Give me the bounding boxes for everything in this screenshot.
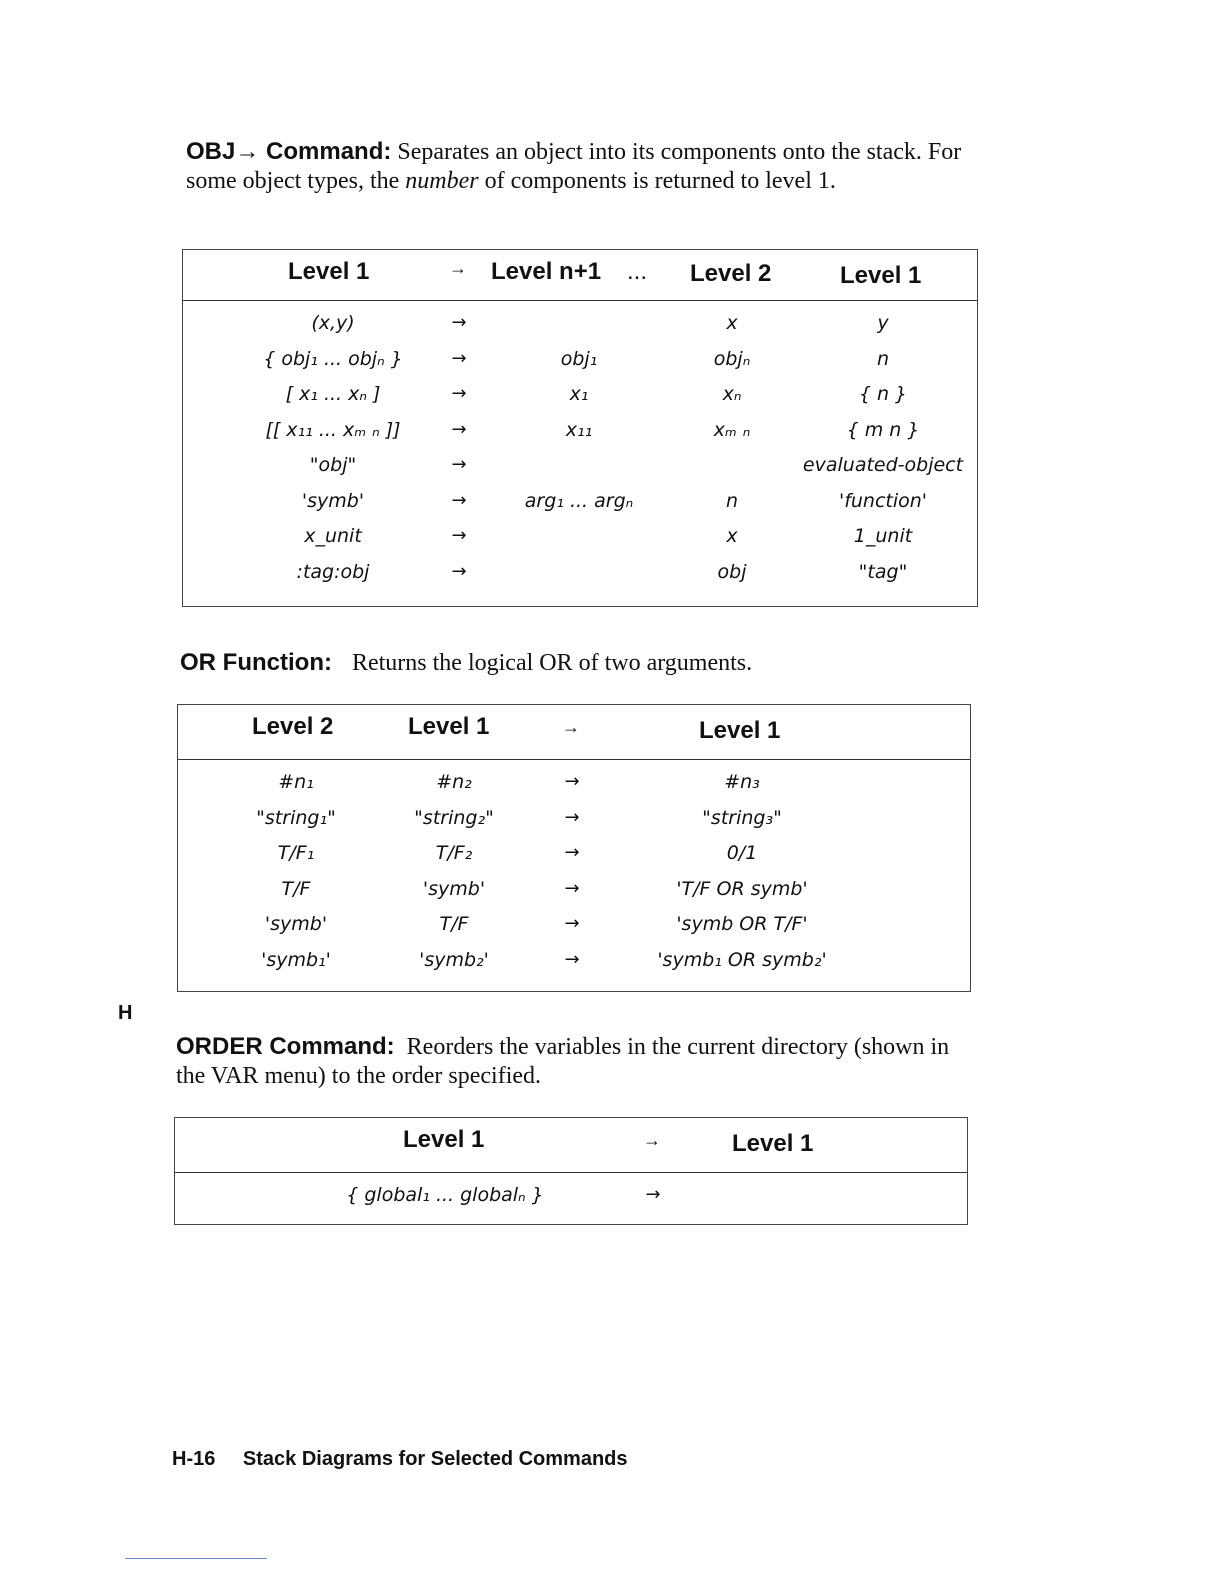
order-stack-table <box>174 1117 968 1225</box>
or-a-cell: "string₁" <box>256 806 336 829</box>
or-function-description <box>180 648 970 678</box>
obj-in-cell: (x,y) <box>311 312 355 334</box>
or-arrow-cell: → <box>564 806 580 828</box>
obj-ln1-cell: obj₁ <box>560 347 598 370</box>
or-r-cell: "string₃" <box>702 806 782 829</box>
obj-ln1-cell: arg₁ ... argₙ <box>524 489 634 512</box>
obj-arrow-cell: → <box>451 525 467 546</box>
obj-stack-table <box>182 249 978 607</box>
obj-l1-cell: n <box>876 347 890 370</box>
or-arrow-cell: → <box>564 913 580 934</box>
or-arrow-cell: → <box>564 948 580 970</box>
or-b-cell: 'symb' <box>422 877 486 900</box>
order-desc-text: Reorders the variables in the current directory (shown in the VAR menu) to the order specified. <box>176 1034 950 1089</box>
order-command-description <box>176 1032 966 1091</box>
obj-in-cell: "obj" <box>309 454 357 476</box>
or-r-cell: 'symb₁ OR symb₂' <box>657 948 827 971</box>
obj-l2-cell: obj <box>717 560 747 583</box>
or-b-cell: T/F₂ <box>435 842 473 864</box>
obj-l2-cell: xₙ <box>722 383 742 405</box>
or-header-arrow: → <box>562 717 580 737</box>
or-b-cell: "string₂" <box>414 806 494 829</box>
obj-arrow-cell: → <box>451 418 467 440</box>
or-a-cell: 'symb₁' <box>261 948 331 971</box>
order-command-section <box>176 1032 966 1091</box>
or-function-title: OR Function: <box>180 649 332 676</box>
obj-l1-cell: 'function' <box>838 489 928 512</box>
or-stack-table <box>177 704 971 992</box>
obj-header-level1-in: Level 1 <box>288 258 370 285</box>
obj-command-description <box>186 137 976 196</box>
obj-l2-cell: x <box>726 525 738 547</box>
or-desc-text: Returns the logical OR of two arguments. <box>351 650 753 676</box>
obj-in-cell: 'symb' <box>301 489 365 512</box>
obj-arrow-cell: → <box>451 454 467 475</box>
bottom-rule <box>125 1558 267 1559</box>
obj-arrow-cell: → <box>451 383 467 404</box>
obj-arrow-cell: → <box>451 560 467 582</box>
obj-in-cell: [ x₁ ... xₙ ] <box>285 383 381 405</box>
obj-header-level-n1: Level n+1 <box>491 258 602 285</box>
section-tab-marker: H <box>118 1002 133 1024</box>
page-footer <box>172 1448 628 1471</box>
order-header-level1-in: Level 1 <box>403 1126 485 1153</box>
obj-command-title: OBJ→ Command: <box>186 138 392 165</box>
or-header-level1-in: Level 1 <box>408 713 490 740</box>
obj-ln1-cell: x₁₁ <box>565 418 593 441</box>
or-a-cell: T/F₁ <box>277 842 315 864</box>
obj-l2-cell: xₘ ₙ <box>713 418 751 441</box>
obj-desc-part-a: Separates an object into its components onto the stack. For some object types, the <box>186 139 962 194</box>
or-b-cell: #n₂ <box>436 771 472 793</box>
or-r-cell: 'symb OR T/F' <box>676 913 808 935</box>
order-header-level1-out: Level 1 <box>732 1130 814 1157</box>
obj-arrow-cell: → <box>451 312 467 333</box>
order-arrow-cell: → <box>645 1184 661 1205</box>
obj-l1-cell: { n } <box>858 383 908 405</box>
obj-header-arrow: → <box>449 258 467 278</box>
obj-in-cell: :tag:obj <box>296 560 370 583</box>
or-table-header <box>178 705 970 760</box>
obj-header-ellipsis: ... <box>627 258 648 285</box>
obj-l1-cell: y <box>877 312 889 334</box>
obj-table-header <box>183 250 977 301</box>
obj-l1-cell: { m n } <box>846 418 920 441</box>
obj-l2-cell: n <box>725 489 739 512</box>
footer-title: Stack Diagrams for Selected Commands <box>242 1448 628 1470</box>
or-function-section <box>180 648 970 678</box>
obj-desc-emphasis: number <box>405 168 479 194</box>
or-r-cell: 'T/F OR symb' <box>676 877 808 900</box>
obj-header-level2: Level 2 <box>690 260 772 287</box>
or-arrow-cell: → <box>564 771 580 792</box>
or-a-cell: 'symb' <box>264 913 328 935</box>
or-b-cell: T/F <box>439 913 469 935</box>
or-header-level2: Level 2 <box>252 713 334 740</box>
obj-command-section <box>186 137 976 196</box>
obj-in-cell: [[ x₁₁ ... xₘ ₙ ]] <box>265 418 401 441</box>
obj-arrow-cell: → <box>451 489 467 511</box>
obj-header-level1-out: Level 1 <box>840 262 922 289</box>
or-r-cell: #n₃ <box>724 771 760 793</box>
order-command-title: ORDER Command: <box>176 1033 395 1060</box>
or-arrow-cell: → <box>564 877 580 899</box>
obj-desc-part-b: of components is returned to level 1. <box>484 168 836 194</box>
obj-l1-cell: evaluated-object <box>802 454 964 476</box>
obj-l1-cell: 1_unit <box>853 525 913 547</box>
obj-in-cell: { obj₁ ... objₙ } <box>263 347 403 370</box>
page-number: H-16 <box>172 1448 216 1470</box>
or-a-cell: #n₁ <box>278 771 314 793</box>
obj-l2-cell: x <box>726 312 738 334</box>
order-table-header <box>175 1118 967 1173</box>
or-r-cell: 0/1 <box>726 842 758 864</box>
obj-l1-cell: "tag" <box>858 560 908 583</box>
order-header-arrow: → <box>643 1130 661 1150</box>
or-header-level1-out: Level 1 <box>699 717 781 744</box>
order-in-cell: { global₁ ... globalₙ } <box>346 1184 544 1206</box>
obj-arrow-cell: → <box>451 347 467 369</box>
obj-ln1-cell: x₁ <box>569 383 589 405</box>
or-arrow-cell: → <box>564 842 580 863</box>
or-b-cell: 'symb₂' <box>419 948 489 971</box>
obj-in-cell: x_unit <box>304 525 362 547</box>
or-a-cell: T/F <box>281 877 311 900</box>
obj-l2-cell: objₙ <box>713 347 751 370</box>
